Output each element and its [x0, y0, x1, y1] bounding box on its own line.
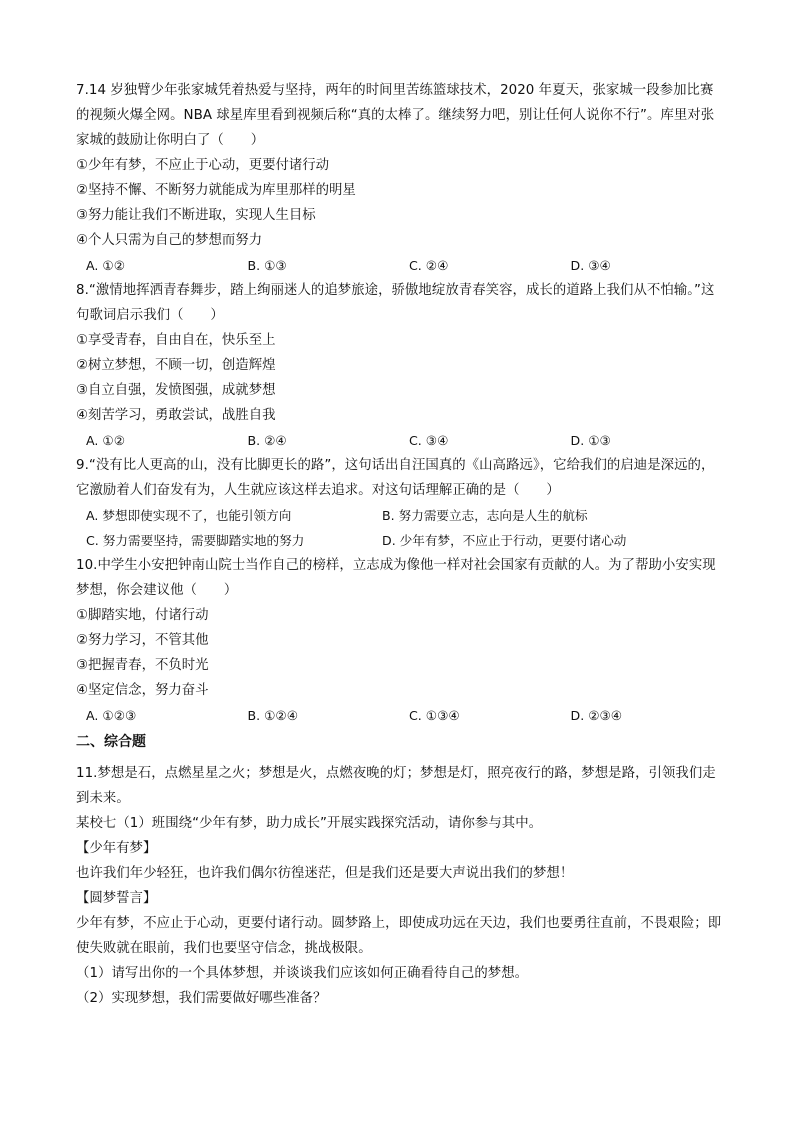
choice-c[interactable]: C. ③④	[409, 433, 449, 448]
question-7-item-1: ①少年有梦，不应止于心动，更要付诸行动	[76, 158, 330, 173]
part-2-title: 【圆梦誓言】	[76, 891, 157, 906]
exam-content	[76, 78, 722, 1011]
choice-b[interactable]: B. ①③	[247, 258, 287, 273]
section-title: 二、综合题	[76, 734, 146, 750]
question-8-stem: 8.“激情地挥洒青春舞步，踏上绚丽迷人的追梦旅途，骄傲地绽放青春笑容，成长的道路上我们从不怕输。”这句歌词启示我们（ ）	[76, 283, 715, 323]
question-7-item-3: ③努力能让我们不断进取，实现人生目标	[76, 208, 316, 223]
choice-d[interactable]: D. ③④	[570, 258, 611, 273]
question-9-choices-row-1	[76, 503, 722, 528]
question-7-stem: 7.14 岁独臂少年张家城凭着热爱与坚持，两年的时间里苦练篮球技术，2020 年夏天，张家城一段参加比赛的视频火爆全网。NBA 球星库里看到视频后称“真的太棒了。继续努力吧，别让任何人说你不行”。库里对张家城的鼓励让你明白了（ ）	[76, 83, 715, 148]
question-8-item-3: ③自立自强，发愤图强，成就梦想	[76, 383, 276, 398]
choice-a[interactable]: A. ①②③	[86, 708, 137, 723]
question-8-item-1: ①享受青春，自由自在，快乐至上	[76, 333, 276, 348]
choice-c[interactable]: C. ②④	[409, 258, 449, 273]
question-9-stem: 9.“没有比人更高的山，没有比脚更长的路”，这句话出自汪国真的《山高路远》，它给我们的启迪是深远的，它激励着人们奋发有为，人生就应该这样去追求。对这句话理解正确的是（ ）	[76, 458, 715, 498]
question-7-item-2: ②坚持不懈、不断努力就能成为库里那样的明星	[76, 183, 356, 198]
choice-d[interactable]: D. 少年有梦，不应止于行动，更要付诸心动	[382, 533, 627, 548]
choice-d[interactable]: D. ②③④	[570, 708, 623, 723]
sub-question-1: （1）请写出你的一个具体梦想，并谈谈我们应该如何正确看待自己的梦想。	[76, 966, 529, 981]
question-7-item-4: ④个人只需为自己的梦想而努力	[76, 233, 263, 248]
question-10-item-1: ①脚踏实地，付诸行动	[76, 608, 209, 623]
choice-b[interactable]: B. ②④	[247, 433, 287, 448]
choice-b[interactable]: B. 努力需要立志，志向是人生的航标	[382, 508, 588, 523]
choice-c[interactable]: C. 努力需要坚持，需要脚踏实地的努力	[86, 533, 305, 548]
question-7-choices	[76, 253, 722, 278]
choice-c[interactable]: C. ①③④	[409, 708, 460, 723]
question-8-item-4: ④刻苦学习，勇敢尝试，战胜自我	[76, 408, 276, 423]
part-1-title: 【少年有梦】	[76, 841, 157, 856]
question-10-item-4: ④坚定信念，努力奋斗	[76, 683, 209, 698]
choice-d[interactable]: D. ①③	[570, 433, 611, 448]
choice-b[interactable]: B. ①②④	[247, 708, 299, 723]
question-9-choices-row-2	[76, 528, 722, 553]
choice-a[interactable]: A. ①②	[86, 433, 125, 448]
choice-a[interactable]: A. 梦想即使实现不了，也能引领方向	[86, 508, 292, 523]
question-8-item-2: ②树立梦想，不顾一切，创造辉煌	[76, 358, 276, 373]
question-10-item-3: ③把握青春，不负时光	[76, 658, 209, 673]
part-1-text: 也许我们年少轻狂，也许我们偶尔彷徨迷茫，但是我们还是要大声说出我们的梦想！	[76, 866, 574, 881]
part-2-text: 少年有梦，不应止于心动，更要付诸行动。圆梦路上，即使成功远在天边，我们也要勇往直前，不畏艰险；即使失败就在眼前，我们也要坚守信念，挑战极限。	[76, 916, 722, 956]
question-8-choices	[76, 428, 722, 453]
question-11-intro: 11.梦想是石，点燃星星之火；梦想是火，点燃夜晚的灯；梦想是灯，照亮夜行的路，梦想是路，引领我们走到未来。	[76, 766, 716, 806]
question-10-stem: 10.中学生小安把钟南山院士当作自己的榜样，立志成为像他一样对社会国家有贡献的人。为了帮助小安实现梦想，你会建议他（ ）	[76, 558, 716, 598]
question-11-activity: 某校七（1）班围绕“少年有梦，助力成长”开展实践探究活动，请你参与其中。	[76, 816, 543, 831]
sub-question-2: （2）实现梦想，我们需要做好哪些准备？	[76, 991, 327, 1006]
question-10-item-2: ②努力学习，不管其他	[76, 633, 209, 648]
choice-a[interactable]: A. ①②	[86, 258, 125, 273]
question-10-choices	[76, 703, 722, 728]
